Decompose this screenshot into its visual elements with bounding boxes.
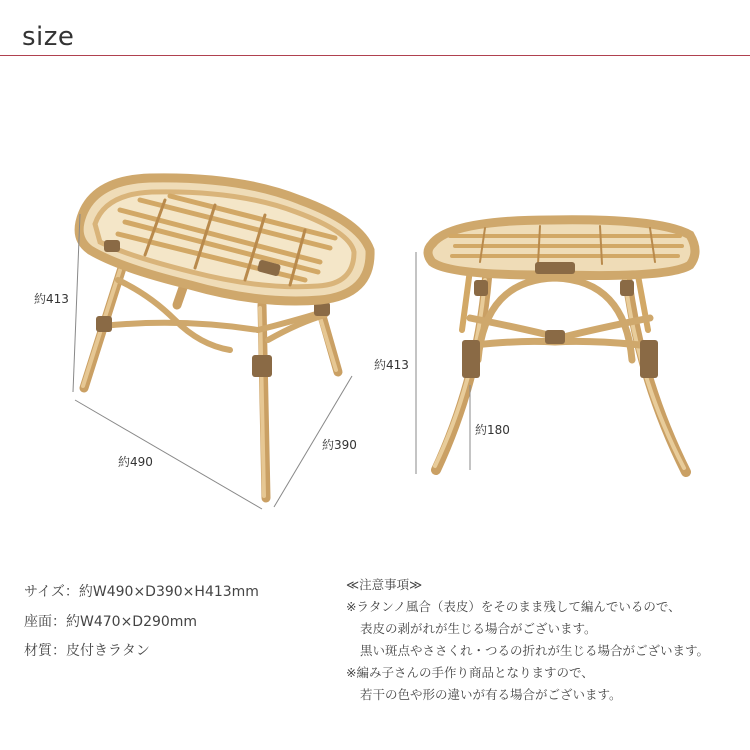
spec-label: 座面： bbox=[24, 614, 66, 630]
note-line: 若干の色や形の違いが有る場合がございます。 bbox=[360, 687, 622, 702]
left-height-label: 約413 bbox=[34, 292, 69, 306]
spec-label: サイズ： bbox=[24, 584, 79, 600]
right-dimension-lines bbox=[416, 252, 470, 474]
spec-item-seat bbox=[24, 611, 197, 631]
note-line: 表皮の剥がれが生じる場合がございます。 bbox=[360, 621, 597, 636]
stool-front-image bbox=[428, 220, 695, 472]
spec-label: 材質： bbox=[24, 643, 66, 659]
spec-item-size bbox=[24, 581, 259, 601]
left-width-label: 約490 bbox=[118, 455, 153, 469]
right-seat-support-label: 約180 bbox=[475, 423, 510, 437]
spec-value: 約W490×D390×H413mm bbox=[78, 584, 259, 600]
left-depth-label: 約390 bbox=[322, 438, 357, 452]
right-height-label: 約413 bbox=[374, 358, 409, 372]
note-line: ※ラタンノ風合（表皮）をそのまま残して編んでいるので、 bbox=[346, 599, 681, 614]
spec-value: 皮付きラタン bbox=[66, 643, 150, 659]
caution-notes bbox=[346, 574, 709, 706]
page-title: size bbox=[22, 22, 75, 52]
notes-heading: ≪注意事項≫ bbox=[346, 577, 423, 592]
spec-item-material bbox=[24, 640, 150, 660]
spec-value: 約W470×D290mm bbox=[66, 614, 198, 630]
note-line: ※編み子さんの手作り商品となりますので、 bbox=[346, 665, 594, 680]
note-line: 黒い斑点やささくれ・つるの折れが生じる場合がございます。 bbox=[360, 643, 710, 658]
